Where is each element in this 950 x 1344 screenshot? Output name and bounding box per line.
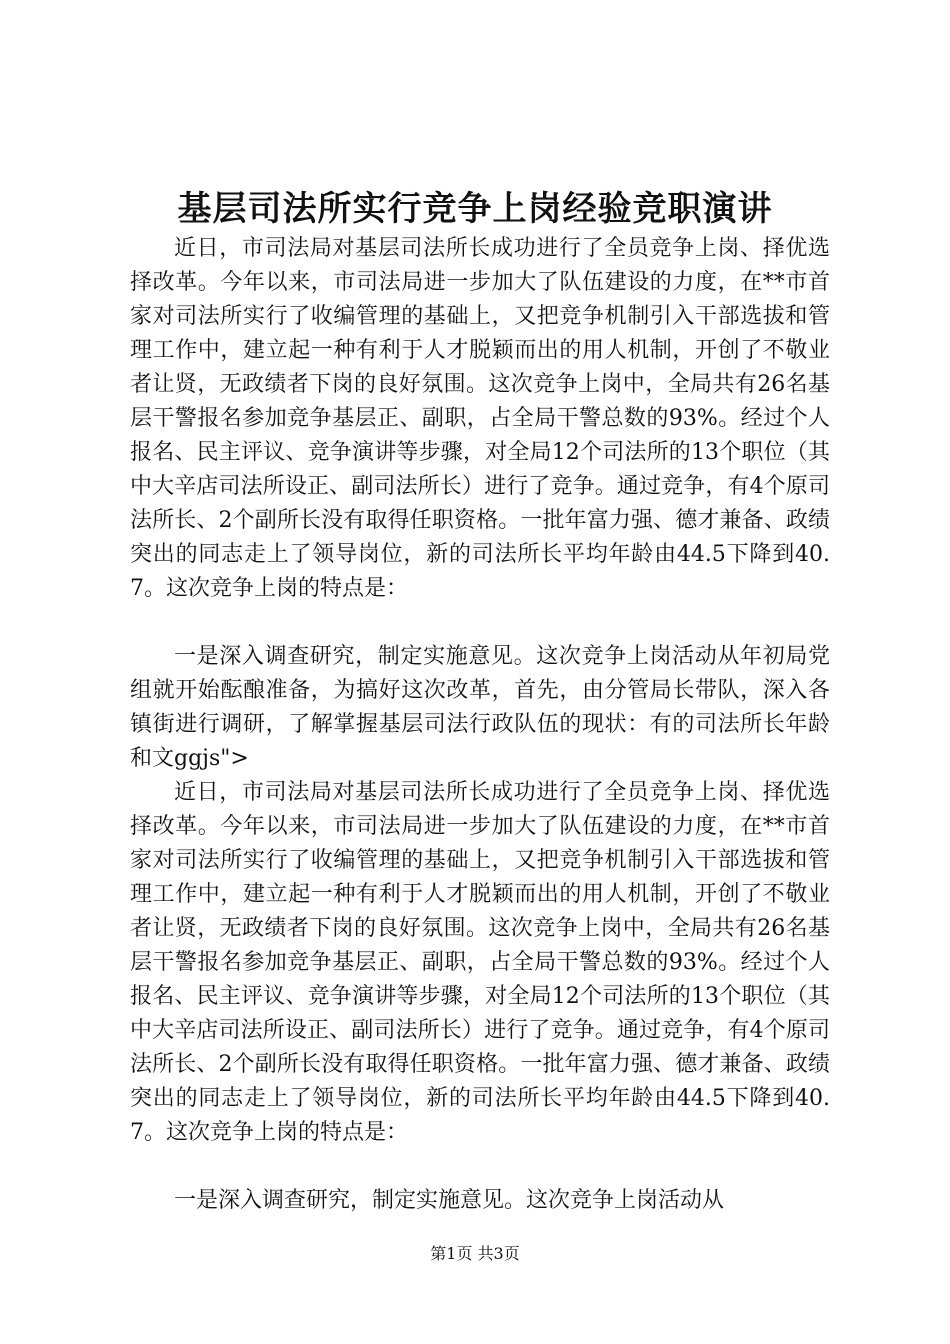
paragraph-spacer: [130, 606, 830, 640]
paragraph-intro: 近日，市司法局对基层司法所长成功进行了全员竞争上岗、择优选择改革。今年以来，市司法局进一步加大了队伍建设的力度，在**市首家对司法所实行了收编管理的基础上，又把竞争机制引入干部选拔和管理工作中，建立起一种有利于人才脱颖而出的用人机制，开创了不敬业者让贤，无政绩者下岗的良好氛围。这次竞争上岗中，全局共有26名基层干警报名参加竞争基层正、副职，占全局干警总数的93%。经过个人报名、民主评议、竞争演讲等步骤，对全局12个司法所的13个职位（其中大辛店司法所设正、副司法所长）进行了竞争。通过竞争，有4个原司法所长、2个副所长没有取得任职资格。一批年富力强、德才兼备、政绩突出的同志走上了领导岗位，新的司法所长平均年龄由44.5下降到40.7。这次竞争上岗的特点是：: [130, 236, 830, 601]
page-number-footer: 第1页 共3页: [430, 1244, 520, 1263]
paragraph-spacer: [130, 1150, 830, 1184]
document-title: 基层司法所实行竞争上岗经验竞职演讲: [177, 189, 773, 229]
paragraph-point-one-repeat: 一是深入调查研究，制定实施意见。这次竞争上岗活动从: [174, 1188, 725, 1213]
document-body: [130, 232, 830, 1218]
paragraph-point-one: 一是深入调查研究，制定实施意见。这次竞争上岗活动从年初局党组就开始酝酿准备，为搞好这次改革，首先，由分管局长带队，深入各镇街进行调研，了解掌握基层司法行政队伍的现状：有的司法所长年龄和文ggjs">: [130, 644, 830, 771]
paragraph-intro-repeat: 近日，市司法局对基层司法所长成功进行了全员竞争上岗、择优选择改革。今年以来，市司法局进一步加大了队伍建设的力度，在**市首家对司法所实行了收编管理的基础上，又把竞争机制引入干部选拔和管理工作中，建立起一种有利于人才脱颖而出的用人机制，开创了不敬业者让贤，无政绩者下岗的良好氛围。这次竞争上岗中，全局共有26名基层干警报名参加竞争基层正、副职，占全局干警总数的93%。经过个人报名、民主评议、竞争演讲等步骤，对全局12个司法所的13个职位（其中大辛店司法所设正、副司法所长）进行了竞争。通过竞争，有4个原司法所长、2个副所长没有取得任职资格。一批年富力强、德才兼备、政绩突出的同志走上了领导岗位，新的司法所长平均年龄由44.5下降到40.7。这次竞争上岗的特点是：: [130, 780, 830, 1145]
